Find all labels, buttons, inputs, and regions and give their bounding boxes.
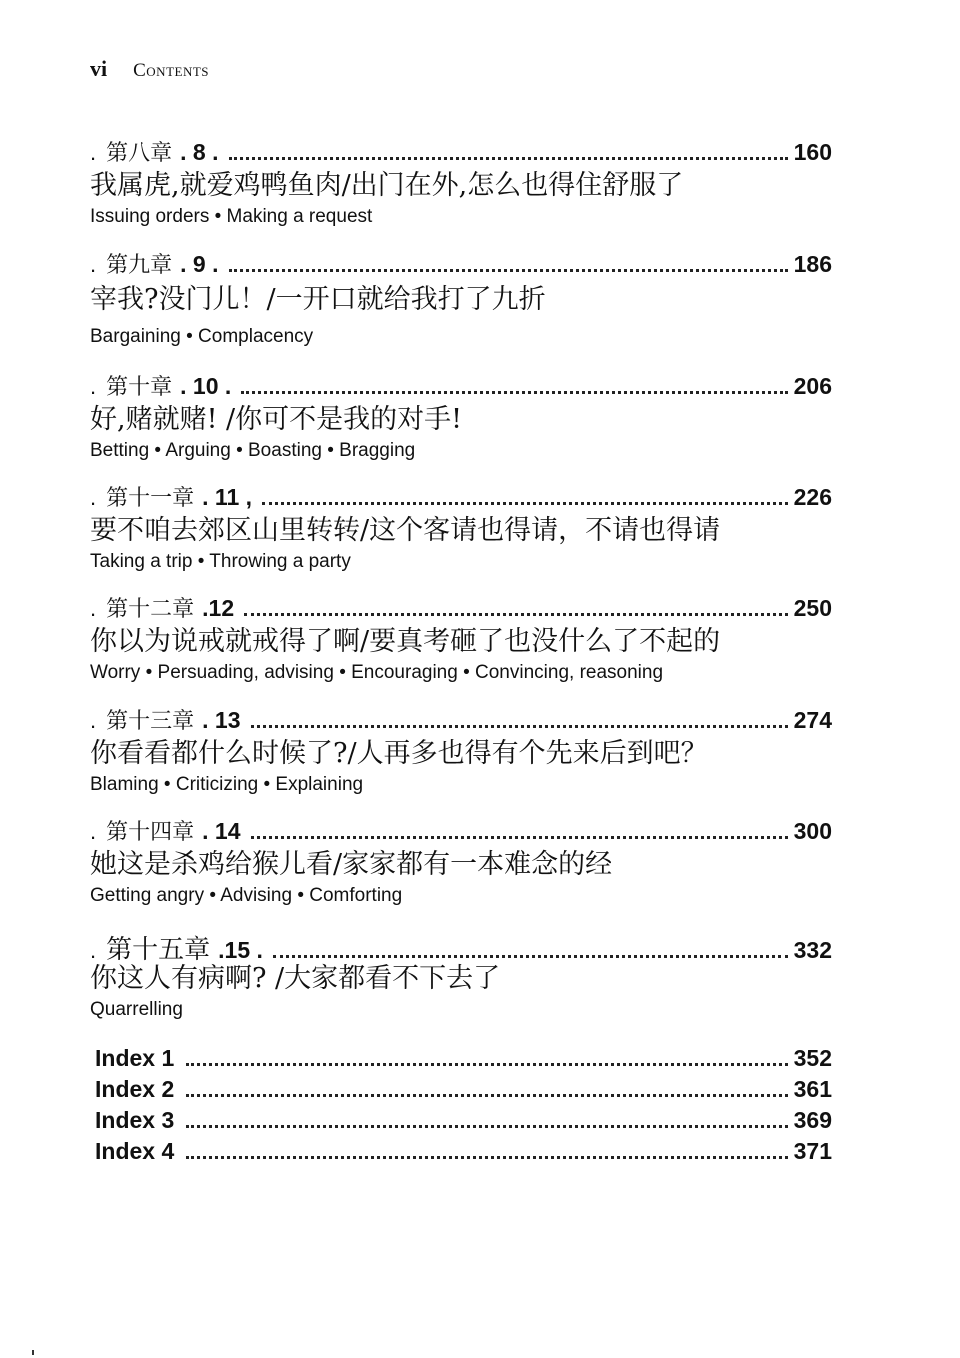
index-list	[95, 1045, 832, 1169]
chapter-number: . 13	[202, 707, 241, 733]
page-folio: vi	[90, 56, 108, 81]
dot-leader	[186, 1094, 787, 1097]
running-head	[90, 56, 209, 82]
toc-line	[90, 481, 832, 513]
dot-leader	[186, 1125, 787, 1128]
lead-dot: .	[90, 938, 97, 963]
chapter-number: . 8 .	[180, 139, 219, 165]
dot-leader	[251, 836, 788, 839]
chapter-label: 第十章	[106, 375, 173, 400]
toc-entry-index-4[interactable]	[95, 1138, 832, 1169]
chapter-label: 第十四章	[106, 820, 195, 845]
page-number: 186	[793, 251, 832, 277]
toc-line	[90, 136, 832, 168]
lead-dot: .	[90, 819, 97, 844]
toc-entry-chapter-15[interactable]	[90, 929, 832, 1023]
index-label: Index 1	[95, 1045, 175, 1071]
chapter-title: 宰我?没门儿！/一开口就给我打了九折	[90, 284, 546, 315]
chapter-title: 我属虎,就爱鸡鸭鱼肉/出门在外,怎么也得住舒服了	[90, 170, 684, 201]
page-number: 369	[793, 1107, 832, 1133]
chapter-topics: Quarrelling	[90, 999, 183, 1020]
page-number: 160	[793, 139, 832, 165]
toc-entry-chapter-12[interactable]	[90, 592, 832, 686]
chapter-number: . 14	[202, 818, 241, 844]
lead-dot: .	[90, 252, 97, 277]
toc-line	[90, 929, 832, 965]
running-head-title: Contents	[133, 60, 210, 81]
scan-speck	[32, 1350, 34, 1355]
chapter-label: 第九章	[106, 253, 173, 278]
chapter-topics: Taking a trip • Throwing a party	[90, 551, 351, 572]
dot-leader	[229, 269, 788, 272]
index-label: Index 3	[95, 1107, 175, 1133]
chapter-label: 第十一章	[106, 486, 195, 511]
chapter-topics: Getting angry • Advising • Comforting	[90, 885, 403, 906]
page-number: 332	[793, 937, 832, 963]
chapter-title: 要不咱去郊区山里转转/这个客请也得请，不请也得请	[90, 515, 721, 546]
chapter-title: 你看看都什么时候了?/人再多也得有个先来后到吧？	[90, 738, 708, 769]
toc-entry-chapter-9[interactable]	[90, 248, 832, 350]
chapter-number: . 9 .	[180, 251, 219, 277]
chapter-topics: Worry • Persuading, advising • Encouraging • Convincing, reasoning	[90, 662, 664, 683]
toc-entry-chapter-14[interactable]	[90, 815, 832, 909]
chapter-number: . 10 .	[180, 373, 232, 399]
lead-dot: .	[90, 485, 97, 510]
dot-leader	[241, 391, 787, 394]
chapter-topics: Bargaining • Complacency	[90, 326, 314, 347]
chapter-topics: Issuing orders • Making a request	[90, 206, 373, 227]
page-number: 274	[793, 707, 832, 733]
dot-leader	[186, 1063, 787, 1066]
dot-leader	[262, 502, 788, 505]
dot-leader	[244, 613, 788, 616]
toc-line	[90, 592, 832, 624]
chapter-number: .12	[202, 595, 235, 621]
toc-entry-index-1[interactable]	[95, 1045, 832, 1076]
chapter-label: 第十二章	[106, 597, 195, 622]
page-number: 226	[793, 484, 832, 510]
index-label: Index 2	[95, 1076, 175, 1102]
dot-leader	[251, 725, 788, 728]
dot-leader	[273, 955, 788, 958]
page-number: 352	[793, 1045, 832, 1071]
toc-entry-index-3[interactable]	[95, 1107, 832, 1138]
dot-leader	[186, 1156, 787, 1159]
toc-line	[90, 248, 832, 280]
lead-dot: .	[90, 140, 97, 165]
dot-leader	[229, 157, 788, 160]
chapter-topics: Betting • Arguing • Boasting • Bragging	[90, 440, 416, 461]
chapter-title: 你这人有病啊? /大家都看不下去了	[90, 963, 501, 994]
index-label: Index 4	[95, 1138, 175, 1164]
toc-line	[90, 370, 832, 402]
lead-dot: .	[90, 374, 97, 399]
toc-entry-chapter-11[interactable]	[90, 481, 832, 575]
toc-line	[90, 815, 832, 847]
lead-dot: .	[90, 596, 97, 621]
chapter-number: .15 .	[218, 937, 263, 963]
toc-entry-chapter-10[interactable]	[90, 370, 832, 464]
toc-line	[90, 704, 832, 736]
toc-entry-index-2[interactable]	[95, 1076, 832, 1107]
toc-entry-chapter-13[interactable]	[90, 704, 832, 798]
chapter-number: . 11 ,	[202, 484, 253, 510]
chapter-label: 第十五章	[106, 935, 211, 965]
page-number: 250	[793, 595, 832, 621]
page-number: 371	[793, 1138, 832, 1164]
page-number: 361	[793, 1076, 832, 1102]
chapter-label: 第八章	[106, 141, 173, 166]
page-number: 206	[793, 373, 832, 399]
chapter-label: 第十三章	[106, 709, 195, 734]
chapter-title: 她这是杀鸡给猴儿看/家家都有一本难念的经	[90, 849, 613, 880]
page-number: 300	[793, 818, 832, 844]
chapter-title: 好,赌就赌! /你可不是我的对手!	[90, 404, 462, 435]
chapter-title: 你以为说戒就戒得了啊/要真考砸了也没什么了不起的	[90, 626, 721, 657]
lead-dot: .	[90, 708, 97, 733]
toc-entry-chapter-8[interactable]	[90, 136, 832, 230]
chapter-topics: Blaming • Criticizing • Explaining	[90, 774, 364, 795]
